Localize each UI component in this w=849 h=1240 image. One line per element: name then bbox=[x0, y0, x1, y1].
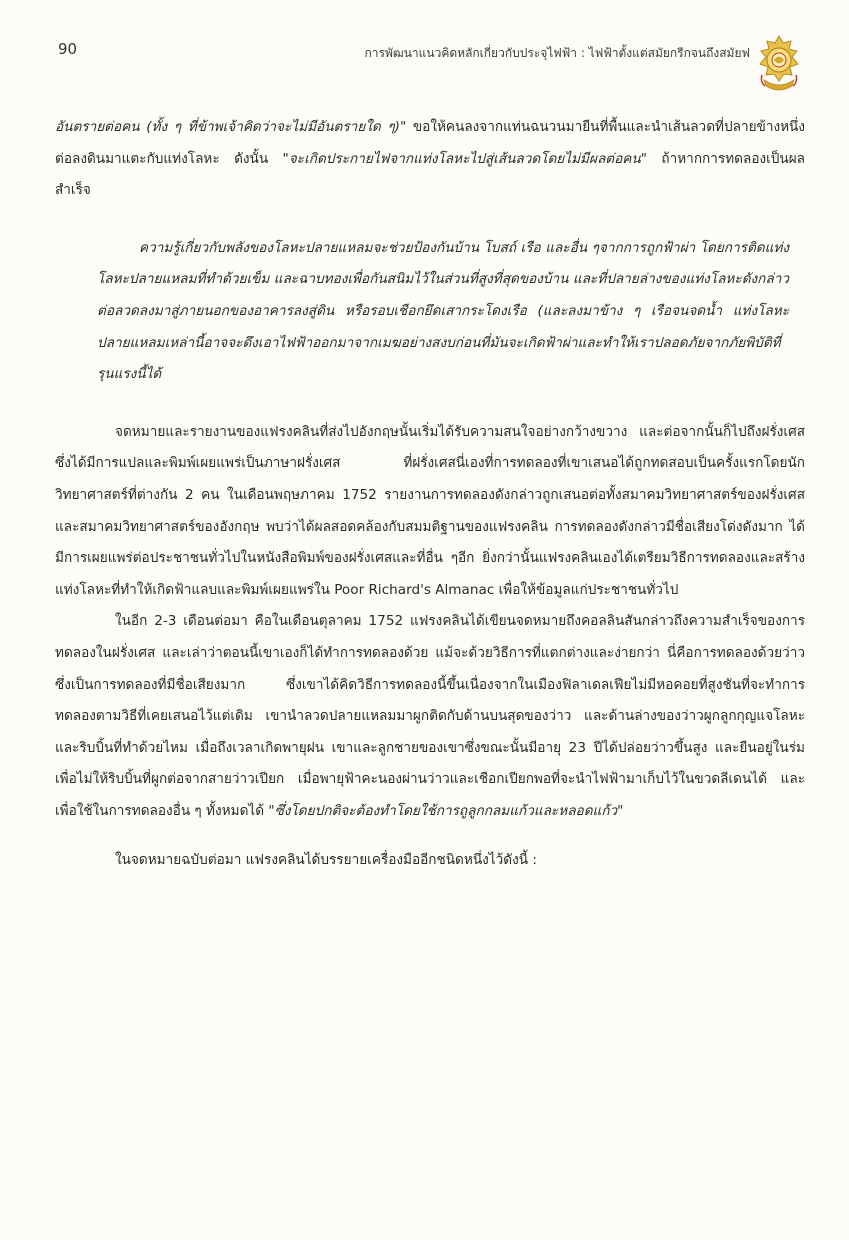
paragraph-1-text-2: ถ้าหากการทดลองเป็นผลสำเร็จ bbox=[55, 150, 805, 199]
paragraph-1 bbox=[55, 112, 805, 207]
paragraph-1-text-1: ขอให้คนลงจากแท่นฉนวนมายืนที่พื้นและนำเส้นลวดที่ปลายข้างหนึ่งต่อลงดินมาแตะกับแท่งโลหะ ดังนั้น bbox=[55, 119, 805, 167]
paragraph-3-text: ในอีก 2-3 เดือนต่อมา คือในเดือนตุลาคม 1752 แฟรงคลินได้เขียนจดหมายถึงคอลลินสันกล่าวถึงความสำเร็จของการทดลองในฝรั่งเศส และเล่าว่าตอนนี้เขาเองก็ได้ทำการทดลองด้วย แม้จะด้วยวิธีการที่แตกต่างและง่ายกว่า นี่คือการทดลองด้วยว่าวซึ่งเป็นการทดลองที่มีชื่อเสียงมาก ซึ่งเขาได้คิดวิธีการทดลองนี้ขึ้นเนื่องจากในเมืองฟิลาเดลเฟียไม่มีหอคอยที่สูงชันที่จะทำการทดลองตามวิธีที่เคยเสนอไว้แต่เดิม เขานำลวดปลายแหลมมาผูกติดกับด้านบนสุดของว่าว และด้านล่างของว่าวผูกลูกกุญแจโลหะและริบบิ้นที่ทำด้วยไหม เมื่อถึงเวลาเกิดพายุฝน เขาและลูกชายของเขาซึ่งขณะนั้นมีอายุ 23 ปีได้ปล่อยว่าวขึ้นสูง และยืนอยู่ในร่มเพื่อไม่ให้ริบบิ้นที่ผูกต่อจากสายว่าวเปียก เมื่อพายุฟ้าคะนองผ่านว่าวและเชือกเปียกพอที่จะนำไฟฟ้ามาเก็บไว้ในขวดลีเดนได้ และเพื่อใช้ในการทดลองอื่น ๆ ทั้งหมดได้ bbox=[55, 613, 805, 819]
paragraph-3-emphasis: "ซึ่งโดยปกติจะต้องทำโดยใช้การถูลูกกลมแก้วและหลอดแก้ว" bbox=[268, 802, 624, 819]
paragraph-1-emphasis-2: "จะเกิดประกายไฟจากแท่งโลหะไปสู่เส้นลวดโดยไม่มีผลต่อคน" bbox=[282, 150, 647, 167]
paragraph-1-emphasis-1: อันตรายต่อคน (ทั้ง ๆ ที่ข้าพเจ้าคิดว่าจะไม่มีอันตรายใด ๆ)" bbox=[55, 119, 407, 135]
crest-emblem-icon bbox=[752, 34, 806, 96]
paragraph-3 bbox=[55, 606, 805, 827]
running-title: การพัฒนาแนวคิดหลักเกี่ยวกับประจุไฟฟ้า : ไฟฟ้าตั้งแต่สมัยกรีกจนถึงสมัยฟ bbox=[364, 46, 750, 60]
body-text bbox=[55, 112, 805, 877]
block-quote: ความรู้เกี่ยวกับพลังของโลหะปลายแหลมจะช่วยป้องกันบ้าน โบสถ์ เรือ และอื่น ๆจากการถูกฟ้าผ่า โดยการติดแท่งโลหะปลายแหลมที่ทำด้วยเข็ม และฉาบทองเพื่อกันสนิมไว้ในส่วนที่สูงที่สุดของบ้าน และที่ปลายล่างของแท่งโลหะดังกล่าวต่อลวดลงมาสู่ภายนอกของอาคารลงสู่ดิน หรือรอบเชือกยึดเสากระโดงเรือ (และลงมาข้าง ๆ เรือจนจดน้ำ แท่งโลหะปลายแหลมเหล่านี้อาจจะดึงเอาไฟฟ้าออกมาจากเมฆอย่างสงบก่อนที่มันจะเกิดฟ้าผ่าและทำให้เราปลอดภัยจากภัยพิบัติที่รุนแรงนี้ได้ bbox=[97, 239, 789, 383]
page-number: 90 bbox=[58, 40, 78, 58]
paragraph-2: จดหมายและรายงานของแฟรงคลินที่ส่งไปอังกฤษนั้นเริ่มได้รับความสนใจอย่างกว้างขวาง และต่อจากนั้นก็ไปถึงฝรั่งเศส ซึ่งได้มีการแปลและพิมพ์เผยแพร่เป็นภาษาฝรั่งเศส ที่ฝรั่งเศสนี่เองที่การทดลองที่เขาเสนอได้ถูกทดสอบเป็นครั้งแรกโดยนักวิทยาศาสตร์ที่ต่างกัน 2 คน ในเดือนพฤษภาคม 1752 รายงานการทดลองดังกล่าวถูกเสนอต่อทั้งสมาคมวิทยาศาสตร์ของฝรั่งเศสและสมาคมวิทยาศาสตร์ของอังกฤษ พบว่าได้ผลสอดคล้องกับสมมติฐานของแฟรงคลิน การทดลองดังกล่าวมีชื่อเสียงโด่งดังมาก ได้มีการเผยแพร่ต่อประชาชนทั่วไปในหนังสือพิมพ์ของฝรั่งเศสและที่อื่น ๆอีก ยิ่งกว่านั้นแฟรงคลินเองได้เตรียมวิธีการทดลองและสร้างแท่งโลหะที่ทำให้เกิดฟ้าแลบและพิมพ์เผยแพร่ใน Poor Richard's Almanac เพื่อให้ข้อมูลแก่ประชาชนทั่วไป bbox=[55, 423, 805, 598]
paragraph-4: ในจดหมายฉบับต่อมา แฟรงคลินได้บรรยายเครื่องมืออีกชนิดหนึ่งไว้ดังนี้ : bbox=[115, 852, 537, 869]
page-header bbox=[58, 36, 798, 76]
